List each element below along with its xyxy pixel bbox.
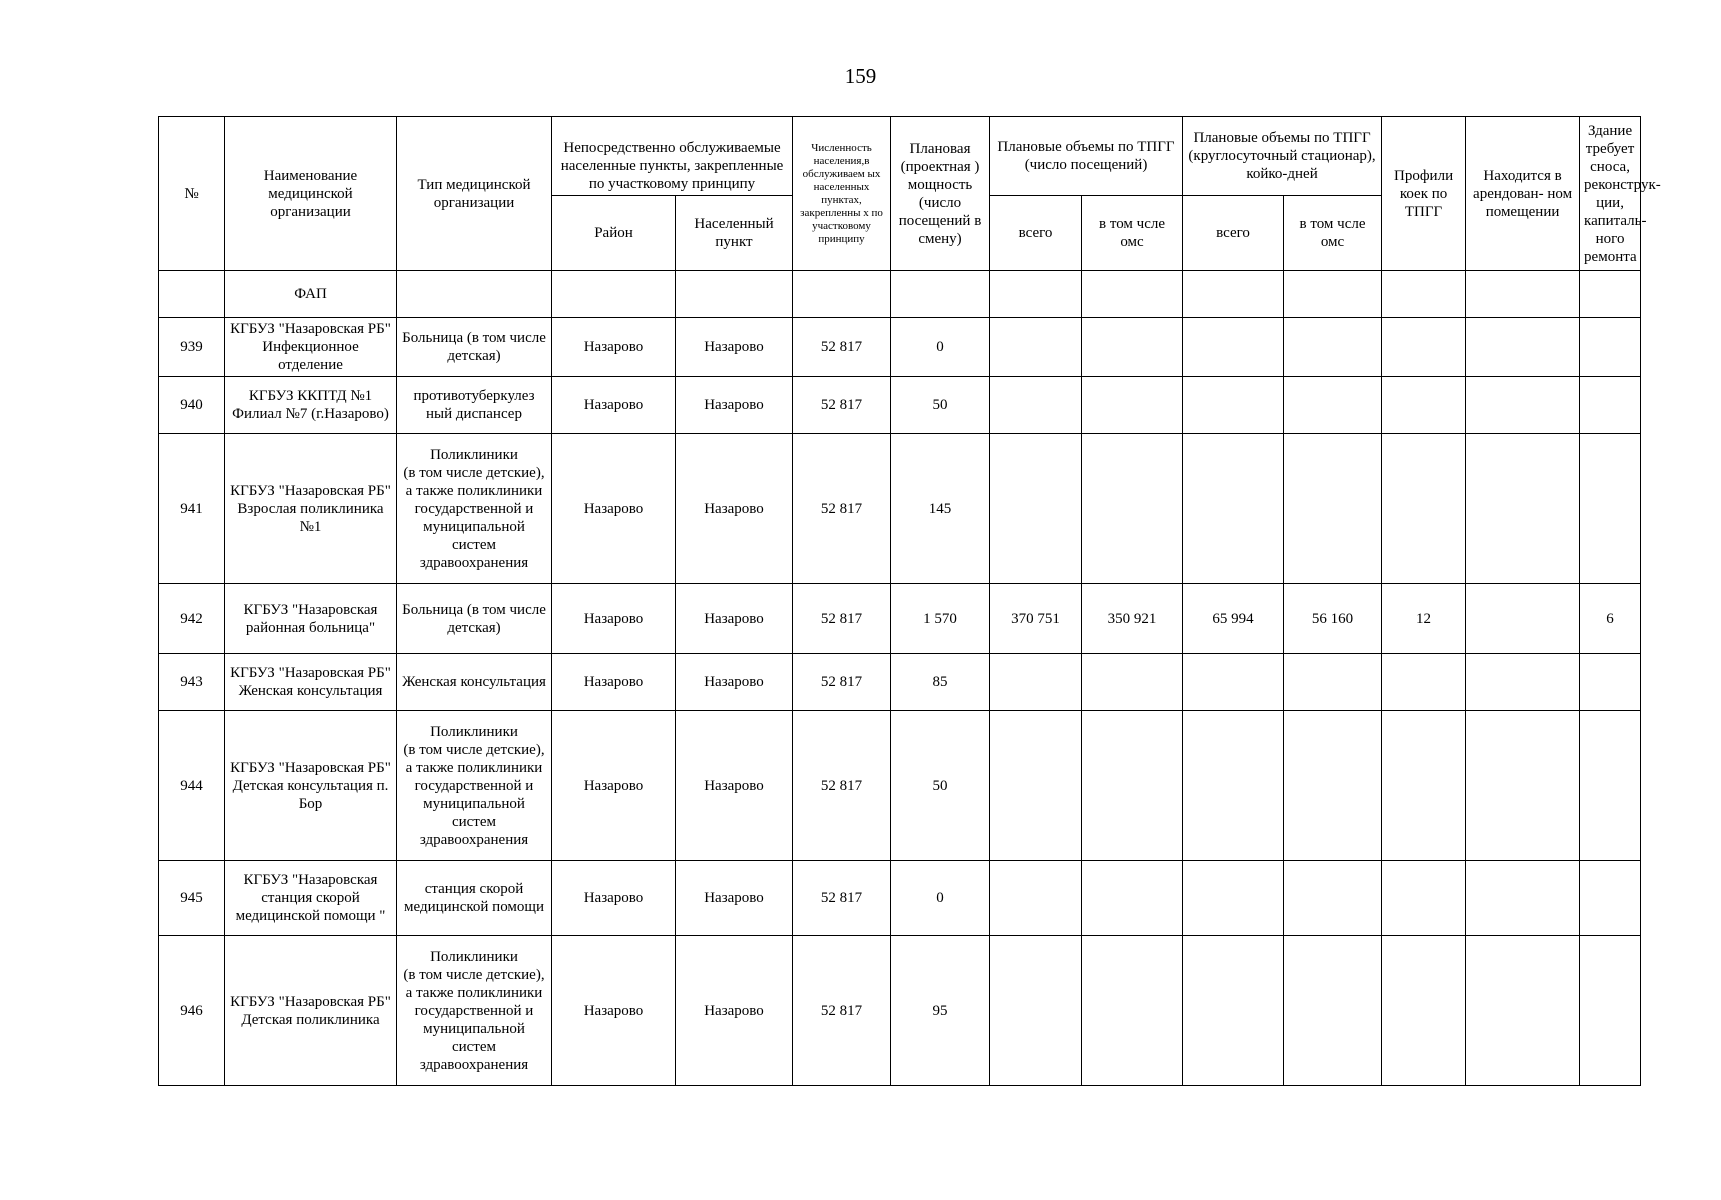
cell-visits-total <box>990 318 1082 377</box>
cell-repair <box>1580 654 1641 711</box>
cell-org-name: КГБУЗ "Назаровская РБ" Взрослая поликлиника №1 <box>225 434 397 584</box>
cell-org-name: КГБУЗ "Назаровская районная больница" <box>225 584 397 654</box>
cell-visits-oms <box>1082 434 1183 584</box>
header-served-points: Непосредственно обслуживаемые населенные пункты, закрепленные по участковому принципу <box>552 117 793 196</box>
cell-org-type: Поликлиники (в том числе детские), а также поликлиники государственной и муниципальной систем здравоохранения <box>397 711 552 861</box>
table-row <box>159 654 1641 711</box>
cell-beds-oms <box>1284 434 1382 584</box>
cell-org-name: КГБУЗ "Назаровская станция скорой медицинской помощи " <box>225 861 397 936</box>
cell-visits-oms <box>1082 377 1183 434</box>
cell-repair: 6 <box>1580 584 1641 654</box>
cell-leased <box>1466 318 1580 377</box>
cell-beds-total <box>1183 936 1284 1086</box>
header-settlement: Населенный пункт <box>676 196 793 271</box>
cell-org-type: станция скорой медицинской помощи <box>397 861 552 936</box>
table-row <box>159 861 1641 936</box>
cell-beds-oms <box>1284 936 1382 1086</box>
cell-district: Назарово <box>552 377 676 434</box>
cell-profiles <box>1382 654 1466 711</box>
cell-beds-oms <box>1284 318 1382 377</box>
cell-population: 52 817 <box>793 584 891 654</box>
cell-profiles: 12 <box>1382 584 1466 654</box>
cell-district: Назарово <box>552 584 676 654</box>
cell-org-name: КГБУЗ "Назаровская РБ" Детская консультация п. Бор <box>225 711 397 861</box>
cell-beds-oms <box>1284 377 1382 434</box>
cell-leased <box>1466 434 1580 584</box>
cell-beds-total <box>1183 434 1284 584</box>
cell-org-type: Больница (в том числе детская) <box>397 318 552 377</box>
cell-settlement: Назарово <box>676 654 793 711</box>
cell-num: 945 <box>159 861 225 936</box>
cell-beds-total: 65 994 <box>1183 584 1284 654</box>
header-leased: Находится в арендован- ном помещении <box>1466 117 1580 271</box>
cell-leased <box>1466 377 1580 434</box>
header-repair: Здание требует сноса, реконструк- ции, капиталь- ного ремонта <box>1580 117 1641 271</box>
cell-settlement: Назарово <box>676 711 793 861</box>
cell-org-type: Больница (в том числе детская) <box>397 584 552 654</box>
cell-settlement: Назарово <box>676 861 793 936</box>
cell-beds-total <box>1183 318 1284 377</box>
cell-visits-total: 370 751 <box>990 584 1082 654</box>
cell-population: 52 817 <box>793 434 891 584</box>
header-org-name: Наименование медицинской организации <box>225 117 397 271</box>
cell-num: 942 <box>159 584 225 654</box>
cell-capacity: 50 <box>891 377 990 434</box>
cell-settlement: Назарово <box>676 584 793 654</box>
cell-visits-oms <box>1082 654 1183 711</box>
cell-org-type: Поликлиники (в том числе детские), а также поликлиники государственной и муниципальной систем здравоохранения <box>397 936 552 1086</box>
cell-beds-total <box>1183 861 1284 936</box>
cell-visits-total <box>990 936 1082 1086</box>
cell-capacity: 0 <box>891 318 990 377</box>
cell-settlement: Назарово <box>676 936 793 1086</box>
page-number: 159 <box>844 64 877 88</box>
header-visits: Плановые объемы по ТПГГ (число посещений) <box>990 117 1183 196</box>
table-row <box>159 711 1641 861</box>
cell-num: 941 <box>159 434 225 584</box>
cell-capacity: 95 <box>891 936 990 1086</box>
cell-visits-total <box>990 434 1082 584</box>
cell-population: 52 817 <box>793 318 891 377</box>
cell-visits-total <box>990 711 1082 861</box>
header-bed-profiles: Профили коек по ТПГГ <box>1382 117 1466 271</box>
cell-beds-oms: 56 160 <box>1284 584 1382 654</box>
cell-profiles <box>1382 318 1466 377</box>
cell-repair <box>1580 377 1641 434</box>
cell-district: Назарово <box>552 936 676 1086</box>
cell-visits-oms: 350 921 <box>1082 584 1183 654</box>
cell-num: 939 <box>159 318 225 377</box>
cell-district: Назарово <box>552 861 676 936</box>
cell-org-name: КГБУЗ "Назаровская РБ" Детская поликлиника <box>225 936 397 1086</box>
cell-visits-oms <box>1082 711 1183 861</box>
cell-leased <box>1466 711 1580 861</box>
cell-profiles <box>1382 936 1466 1086</box>
header-population: Численность населения,в обслуживаем ых населенных пунктах, закрепленны х по участковому принципу <box>793 117 891 271</box>
cell-district: Назарово <box>552 711 676 861</box>
cell-org-type: Женская консультация <box>397 654 552 711</box>
cell-repair <box>1580 434 1641 584</box>
cell-beds-oms <box>1284 861 1382 936</box>
cell-leased <box>1466 584 1580 654</box>
cell-district: Назарово <box>552 654 676 711</box>
cell-population: 52 817 <box>793 711 891 861</box>
header-visits-oms: в том чсле омс <box>1082 196 1183 271</box>
table-row <box>159 434 1641 584</box>
table-row <box>159 584 1641 654</box>
header-visits-total: всего <box>990 196 1082 271</box>
cell-num: 946 <box>159 936 225 1086</box>
header-capacity: Плановая (проектная ) мощность (число посещений в смену) <box>891 117 990 271</box>
cell-beds-total <box>1183 654 1284 711</box>
cell-population: 52 817 <box>793 377 891 434</box>
cell-visits-oms <box>1082 861 1183 936</box>
table-row <box>159 318 1641 377</box>
cell-settlement: Назарово <box>676 434 793 584</box>
header-bed-days: Плановые объемы по ТПГГ (круглосуточный стационар), койко-дней <box>1183 117 1382 196</box>
cell-visits-total <box>990 377 1082 434</box>
cell-population: 52 817 <box>793 861 891 936</box>
cell-leased <box>1466 936 1580 1086</box>
cell-visits-total <box>990 861 1082 936</box>
header-district: Район <box>552 196 676 271</box>
cell-capacity: 0 <box>891 861 990 936</box>
cell-org-name: КГБУЗ "Назаровская РБ" Женская консультация <box>225 654 397 711</box>
header-bed-days-total: всего <box>1183 196 1284 271</box>
cell-capacity: 50 <box>891 711 990 861</box>
cell-district: Назарово <box>552 318 676 377</box>
cell-visits-total <box>990 654 1082 711</box>
cell-profiles <box>1382 711 1466 861</box>
cell-num: 943 <box>159 654 225 711</box>
cell-beds-total <box>1183 377 1284 434</box>
cell-capacity: 145 <box>891 434 990 584</box>
cell-beds-oms <box>1284 711 1382 861</box>
cell-settlement: Назарово <box>676 377 793 434</box>
cell-beds-total <box>1183 711 1284 861</box>
cell-org-name: КГБУЗ "Назаровская РБ" Инфекционное отделение <box>225 318 397 377</box>
cell-population: 52 817 <box>793 654 891 711</box>
cell-leased <box>1466 861 1580 936</box>
section-row <box>159 271 1641 318</box>
cell-repair <box>1580 936 1641 1086</box>
cell-repair <box>1580 861 1641 936</box>
cell-beds-oms <box>1284 654 1382 711</box>
cell-leased <box>1466 654 1580 711</box>
cell-settlement: Назарово <box>676 318 793 377</box>
header-bed-days-oms: в том чсле омс <box>1284 196 1382 271</box>
cell-capacity: 1 570 <box>891 584 990 654</box>
cell-population: 52 817 <box>793 936 891 1086</box>
medical-organizations-table <box>158 116 1661 1086</box>
table-row <box>159 377 1641 434</box>
cell-visits-oms <box>1082 936 1183 1086</box>
cell-org-type: Поликлиники (в том числе детские), а также поликлиники государственной и муниципальной систем здравоохранения <box>397 434 552 584</box>
cell-repair <box>1580 711 1641 861</box>
header-org-type: Тип медицинской организации <box>397 117 552 271</box>
section-label: ФАП <box>225 271 397 318</box>
cell-profiles <box>1382 861 1466 936</box>
cell-num: 944 <box>159 711 225 861</box>
cell-visits-oms <box>1082 318 1183 377</box>
cell-profiles <box>1382 434 1466 584</box>
cell-num: 940 <box>159 377 225 434</box>
header-num: № <box>159 117 225 271</box>
cell-profiles <box>1382 377 1466 434</box>
cell-org-name: КГБУЗ ККПТД №1 Филиал №7 (г.Назарово) <box>225 377 397 434</box>
cell-repair <box>1580 318 1641 377</box>
cell-capacity: 85 <box>891 654 990 711</box>
cell-org-type: противотуберкулез ный диспансер <box>397 377 552 434</box>
cell-district: Назарово <box>552 434 676 584</box>
table-row <box>159 936 1641 1086</box>
